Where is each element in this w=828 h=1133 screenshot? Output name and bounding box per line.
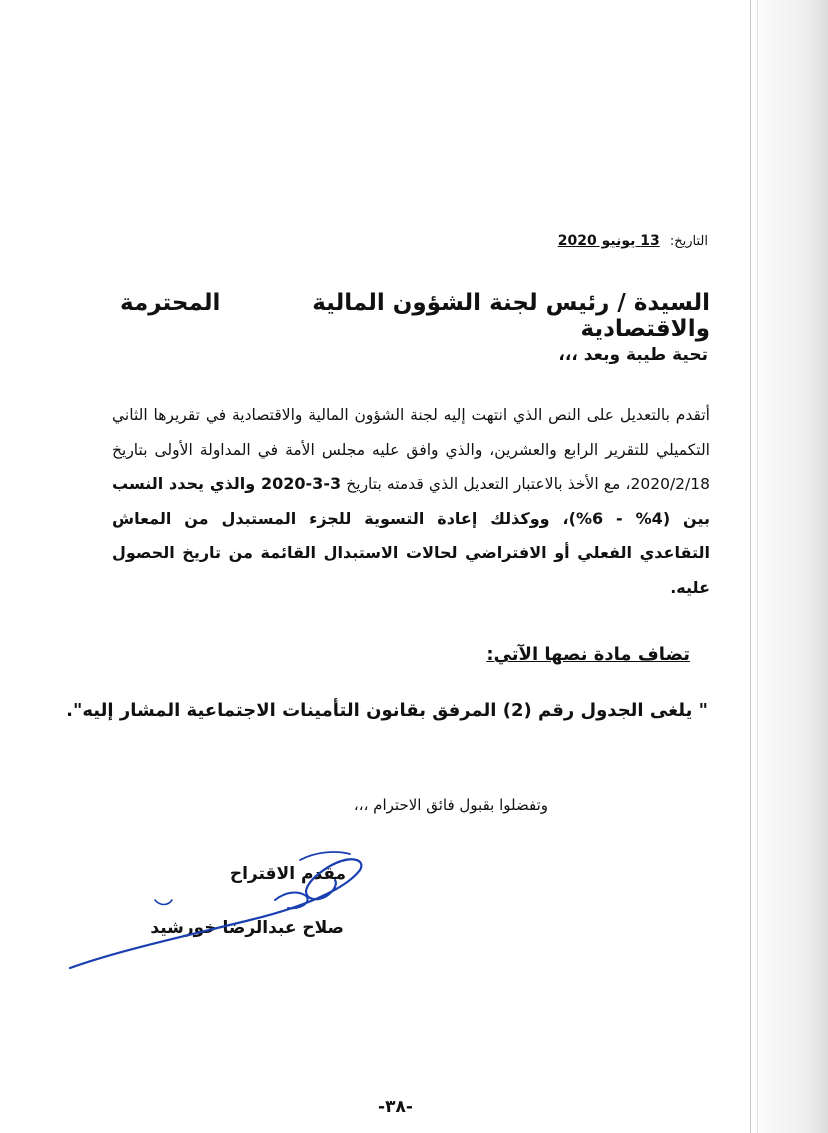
body-text-part2: والذي يحدد النسب بين [112, 474, 710, 528]
body-paragraph [112, 398, 710, 605]
signature [60, 840, 380, 980]
greeting: تحية طيبة وبعد ،،، [558, 345, 708, 365]
addressee: السيدة / رئيس لجنة الشؤون المالية والاقتصادية [312, 290, 710, 342]
page-edge-line-inner [757, 0, 758, 1133]
body-percent-range: (4% - 6%) [568, 508, 671, 528]
date-label: التاريخ: [669, 234, 708, 249]
date-row [558, 233, 708, 249]
proposer-title: مقدم الاقتراح [229, 864, 346, 884]
date-value: 13 يونيو 2020 [557, 233, 660, 249]
body-date-amendment: 3-3-2020 [261, 474, 342, 493]
proposer-name: صلاح عبدالرضا خورشيد [150, 918, 344, 938]
addressee-line [120, 290, 710, 342]
article-text: " يلغى الجدول رقم (2) المرفق بقانون التأمينات الاجتماعية المشار إليه". [66, 700, 708, 721]
page-number: -٣٨- [378, 1097, 413, 1117]
honorific: المحترمة [120, 290, 221, 316]
page-edge-shadow [750, 0, 828, 1133]
page-edge-line [750, 0, 751, 1133]
article-intro: تضاف مادة نصها الآتي: [486, 644, 690, 665]
body-text-part1: أتقدم بالتعديل على النص الذي انتهت إليه لجنة الشؤون المالية والاقتصادية في تقريرها الثاني التكميلي للتقرير الرابع والعشرين، والذي وافق عليه مجلس الأمة في المداولة الأولى بتاريخ 2020/2/18، مع الأخذ بالاعتبار التعديل الذي قدمته بتاريخ [112, 406, 710, 493]
closing-line: وتفضلوا بقبول فائق الاحترام ،،، [353, 796, 548, 814]
body-text-part3: ، ووكذلك إعادة التسوية للجزء المستبدل من المعاش التقاعدي الفعلي أو الافتراضي لحالات الاستبدال القائمة من تاريخ الحصول عليه. [112, 508, 710, 597]
